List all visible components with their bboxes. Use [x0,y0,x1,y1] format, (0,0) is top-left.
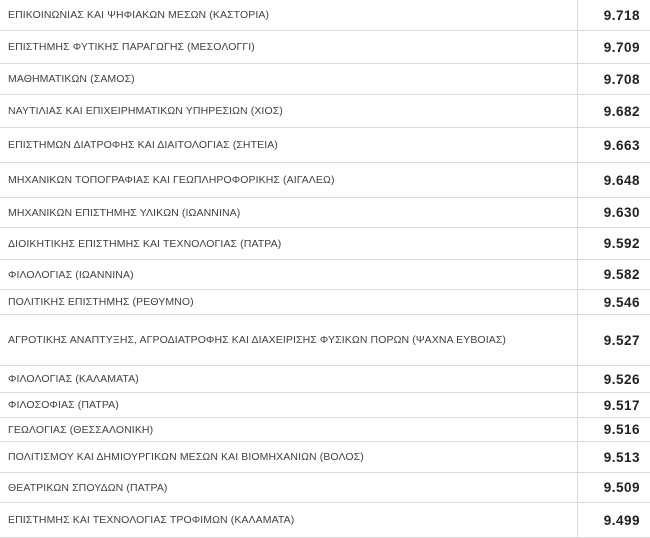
table-row [0,260,650,290]
table-row [0,0,650,31]
department-score: 9.527 [603,332,640,348]
department-score: 9.582 [603,267,640,282]
department-name: ΠΟΛΙΤΙΣΜΟΥ ΚΑΙ ΔΗΜΙΟΥΡΓΙΚΩΝ ΜΕΣΩΝ ΚΑΙ ΒΙΟΜΗΧΑΝΙΩΝ (ΒΟΛΟΣ) [0,442,578,472]
department-name: ΜΗΧΑΝΙΚΩΝ ΕΠΙΣΤΗΜΗΣ ΥΛΙΚΩΝ (ΙΩΑΝΝΙΝΑ) [0,198,578,227]
table-row [0,163,650,198]
department-name: ΑΓΡΟΤΙΚΗΣ ΑΝΑΠΤΥΞΗΣ, ΑΓΡΟΔΙΑΤΡΟΦΗΣ ΚΑΙ ΔΙΑΧΕΙΡΙΣΗΣ ΦΥΣΙΚΩΝ ΠΟΡΩΝ (ΨΑΧΝΑ ΕΥΒΟΙΑΣ) [0,315,578,365]
department-score: 9.546 [603,294,640,310]
department-score: 9.499 [603,512,640,528]
table-row [0,64,650,95]
department-score: 9.516 [603,422,640,437]
table-row [0,315,650,366]
department-score: 9.630 [603,205,640,220]
department-score: 9.526 [603,371,640,387]
department-name: ΠΟΛΙΤΙΚΗΣ ΕΠΙΣΤΗΜΗΣ (ΡΕΘΥΜΝΟ) [0,290,578,314]
table-row [0,473,650,503]
department-name: ΦΙΛΟΛΟΓΙΑΣ (ΙΩΑΝΝΙΝΑ) [0,260,578,289]
department-name: ΕΠΙΣΤΗΜΗΣ ΦΥΤΙΚΗΣ ΠΑΡΑΓΩΓΗΣ (ΜΕΣΟΛΟΓΓΙ) [0,31,578,63]
department-score: 9.663 [603,137,640,153]
department-score: 9.718 [603,7,640,23]
department-name: ΜΑΘΗΜΑΤΙΚΩΝ (ΣΑΜΟΣ) [0,64,578,94]
table-row [0,128,650,163]
table-row [0,95,650,128]
department-name: ΕΠΙΣΤΗΜΗΣ ΚΑΙ ΤΕΧΝΟΛΟΓΙΑΣ ΤΡΟΦΙΜΩΝ (ΚΑΛΑΜΑΤΑ) [0,503,578,537]
department-score: 9.708 [603,71,640,87]
table-row [0,366,650,393]
department-name: ΘΕΑΤΡΙΚΩΝ ΣΠΟΥΔΩΝ (ΠΑΤΡΑ) [0,473,578,502]
table-row [0,418,650,442]
table-row [0,442,650,473]
department-name: ΕΠΙΣΤΗΜΩΝ ΔΙΑΤΡΟΦΗΣ ΚΑΙ ΔΙΑΙΤΟΛΟΓΙΑΣ (ΣΗΤΕΙΑ) [0,128,578,162]
department-score: 9.509 [603,480,640,495]
department-name: ΦΙΛΟΛΟΓΙΑΣ (ΚΑΛΑΜΑΤΑ) [0,366,578,392]
department-score: 9.592 [603,236,640,251]
department-name: ΦΙΛΟΣΟΦΙΑΣ (ΠΑΤΡΑ) [0,393,578,417]
department-name: ΕΠΙΚΟΙΝΩΝΙΑΣ ΚΑΙ ΨΗΦΙΑΚΩΝ ΜΕΣΩΝ (ΚΑΣΤΟΡΙΑ) [0,0,578,30]
department-name: ΝΑΥΤΙΛΙΑΣ ΚΑΙ ΕΠΙΧΕΙΡΗΜΑΤΙΚΩΝ ΥΠΗΡΕΣΙΩΝ (ΧΙΟΣ) [0,95,578,127]
table-row [0,290,650,315]
table-row [0,503,650,538]
department-score: 9.648 [603,172,640,188]
department-score: 9.513 [603,449,640,465]
department-name: ΔΙΟΙΚΗΤΙΚΗΣ ΕΠΙΣΤΗΜΗΣ ΚΑΙ ΤΕΧΝΟΛΟΓΙΑΣ (ΠΑΤΡΑ) [0,228,578,259]
table-row [0,393,650,418]
department-name: ΜΗΧΑΝΙΚΩΝ ΤΟΠΟΓΡΑΦΙΑΣ ΚΑΙ ΓΕΩΠΛΗΡΟΦΟΡΙΚΗΣ (ΑΙΓΑΛΕΩ) [0,163,578,197]
department-score: 9.517 [603,397,640,413]
table-row [0,228,650,260]
department-score: 9.682 [603,103,640,119]
department-score: 9.709 [603,39,640,55]
table-row [0,198,650,228]
department-name: ΓΕΩΛΟΓΙΑΣ (ΘΕΣΣΑΛΟΝΙΚΗ) [0,418,578,441]
table-row [0,31,650,64]
